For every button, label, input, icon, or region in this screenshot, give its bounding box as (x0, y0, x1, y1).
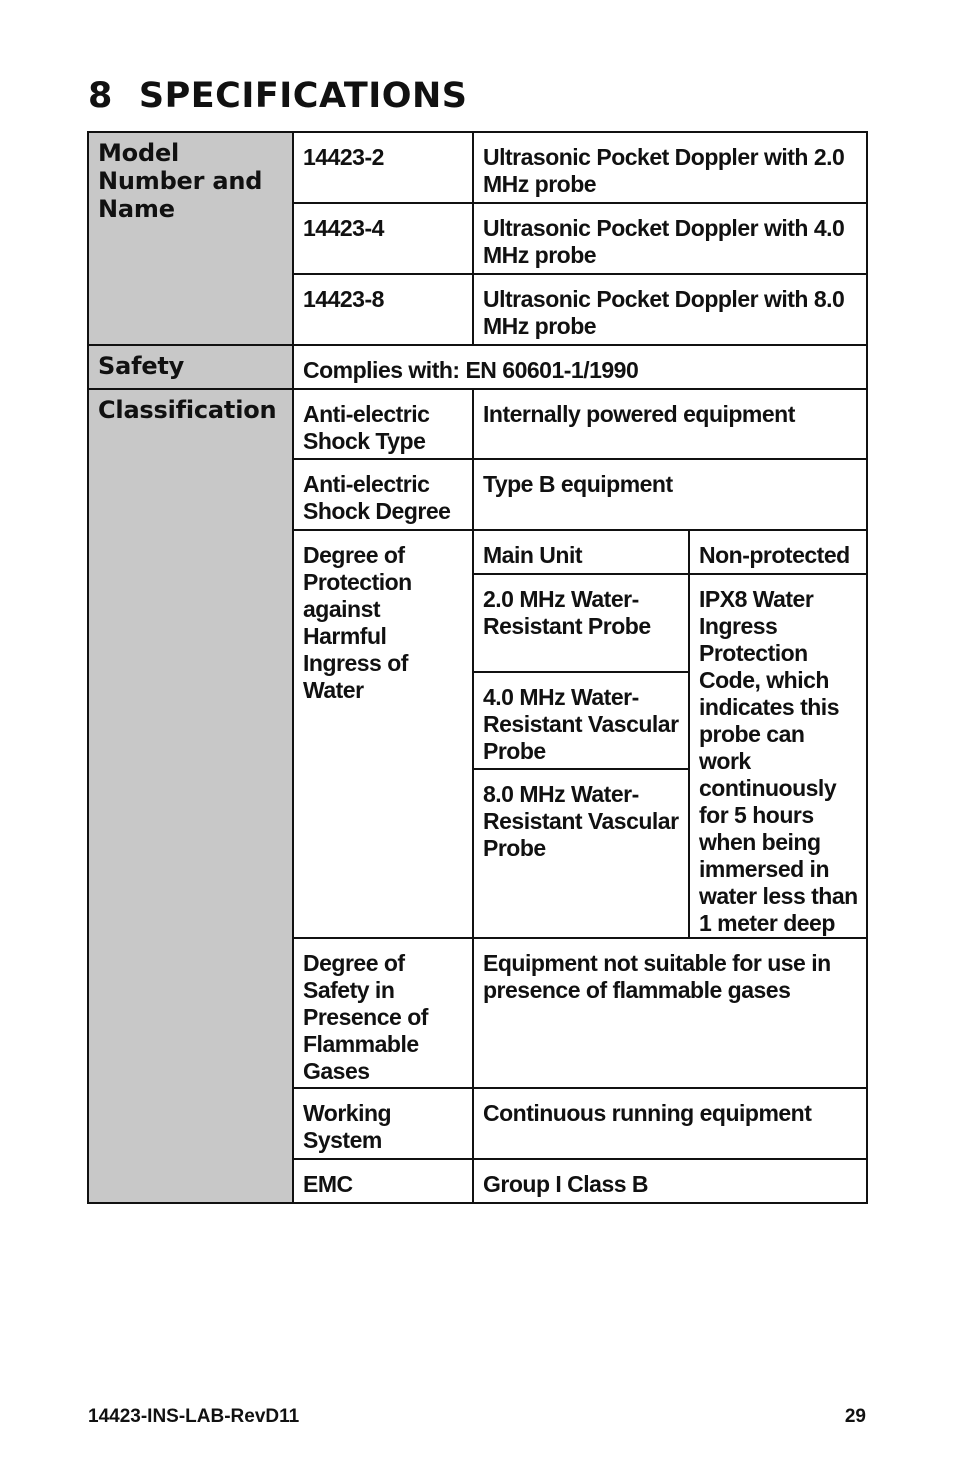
section-title: SPECIFICATIONS (138, 76, 468, 116)
shock-type-value-cell (473, 389, 867, 459)
model-code-cell (293, 274, 473, 345)
working-system-value: Continuous running equipment (483, 1100, 812, 1126)
shock-type-label-cell (293, 389, 473, 459)
model-name: Ultrasonic Pocket Doppler with 2.0 MHz probe (483, 144, 845, 197)
main-unit-value-cell (689, 530, 867, 574)
main-unit-value: Non-protected (699, 542, 850, 568)
page-title (88, 76, 467, 116)
table-row (88, 389, 867, 459)
specifications-table (87, 131, 868, 1204)
emc-value-cell (473, 1159, 867, 1203)
probe-label: 8.0 MHz Water-Resistant Vascular Probe (483, 781, 679, 862)
section-number: 8 (88, 76, 113, 116)
emc-label-cell (293, 1159, 473, 1203)
footer-doc-id: 14423-INS-LAB-RevD11 (88, 1406, 300, 1427)
main-unit-label-cell (473, 530, 689, 574)
probe-cell (473, 574, 689, 672)
classification-category-label: Classification (98, 396, 277, 424)
flammable-value-cell (473, 938, 867, 1088)
model-code-cell (293, 132, 473, 203)
model-code: 14423-2 (303, 144, 384, 170)
probe-protection-value: IPX8 Water Ingress Protection Code, which indicates this probe can work continuously for 5 hours when being immersed in water less than 1 meter deep (699, 586, 858, 936)
table-row (88, 345, 867, 389)
classification-category-cell (88, 389, 293, 1203)
emc-value: Group I Class B (483, 1171, 649, 1197)
probe-label: 2.0 MHz Water-Resistant Probe (483, 586, 651, 639)
model-name: Ultrasonic Pocket Doppler with 8.0 MHz probe (483, 286, 845, 339)
shock-degree-label-cell (293, 459, 473, 530)
shock-degree-value-cell (473, 459, 867, 530)
probe-cell (473, 672, 689, 770)
table-row (88, 132, 867, 203)
model-code-cell (293, 203, 473, 274)
shock-degree-value: Type B equipment (483, 471, 673, 497)
probe-protection-value-cell (689, 574, 867, 938)
safety-category-cell (88, 345, 293, 389)
model-name-cell (473, 132, 867, 203)
probe-label: 4.0 MHz Water-Resistant Vascular Probe (483, 683, 679, 764)
shock-type-value: Internally powered equipment (483, 401, 795, 427)
shock-degree-label: Anti-electric Shock Degree (303, 471, 451, 524)
model-category-cell (88, 132, 293, 345)
footer-page-number: 29 (844, 1406, 866, 1427)
flammable-label-cell (293, 938, 473, 1088)
safety-category-label: Safety (98, 352, 185, 380)
water-protection-label: Degree of Protection against Harmful Ingress of Water (303, 542, 412, 703)
shock-type-label: Anti-electric Shock Type (303, 401, 430, 454)
model-name-cell (473, 203, 867, 274)
flammable-value: Equipment not suitable for use in presence of flammable gases (483, 950, 831, 1003)
safety-value-cell (293, 345, 867, 389)
safety-value: Complies with: EN 60601-1/1990 (303, 357, 639, 383)
working-system-value-cell (473, 1088, 867, 1159)
working-system-label-cell (293, 1088, 473, 1159)
model-name: Ultrasonic Pocket Doppler with 4.0 MHz probe (483, 215, 845, 268)
model-name-cell (473, 274, 867, 345)
working-system-label: Working System (303, 1100, 392, 1153)
emc-label: EMC (303, 1171, 353, 1197)
main-unit-label: Main Unit (483, 542, 582, 568)
model-category-label: Model Number and Name (98, 139, 263, 223)
model-code: 14423-8 (303, 286, 384, 312)
flammable-label: Degree of Safety in Presence of Flammable Gases (303, 950, 428, 1084)
model-code: 14423-4 (303, 215, 384, 241)
water-protection-label-cell (293, 530, 473, 938)
probe-cell (473, 769, 689, 938)
